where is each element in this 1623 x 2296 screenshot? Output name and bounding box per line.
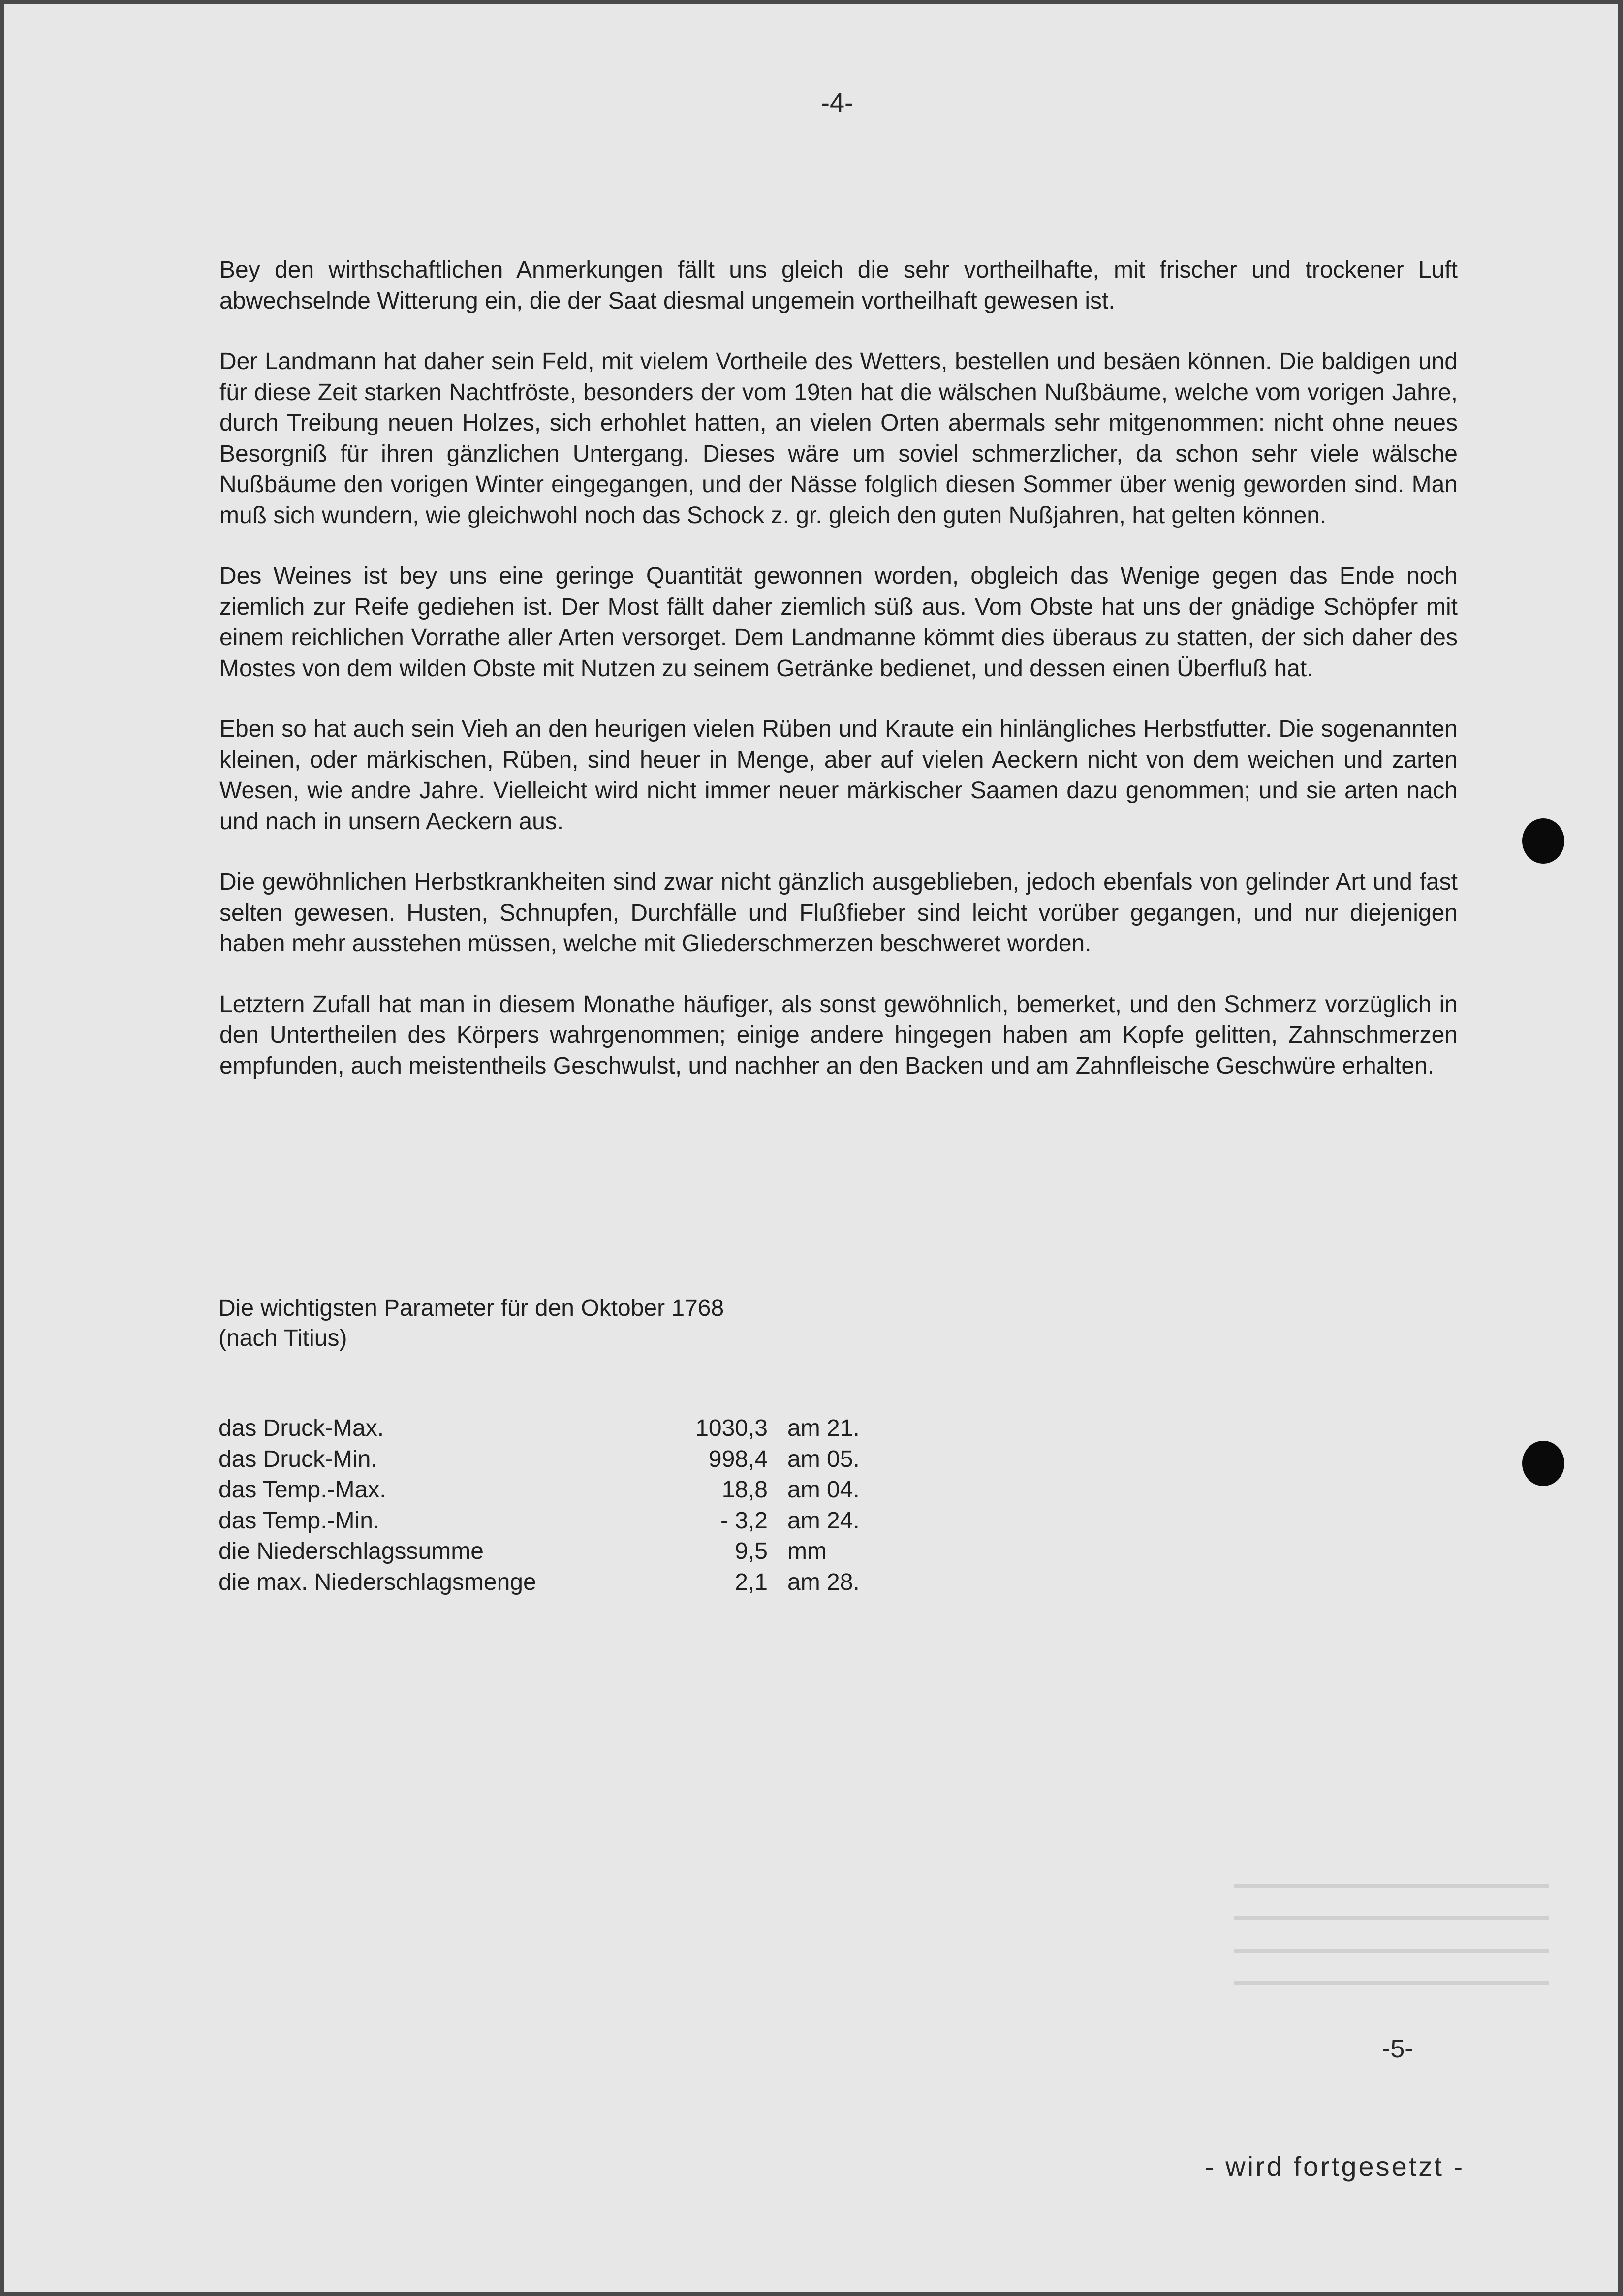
parameter-label: die max. Niederschlagsmenge: [218, 1569, 536, 1595]
continued-note: - wird fortgesetzt -: [1205, 2151, 1465, 2182]
parameters-title: Die wichtigsten Parameter für den Oktober 1768: [218, 1295, 724, 1321]
parameter-value: 2,1: [735, 1569, 768, 1595]
paragraph-1: Bey den wirthschaftlichen Anmerkungen fällt uns gleich die sehr vortheilhafte, mit frischer und trockener Luft abwechselnde Witterung ein, die der Saat diesmal ungemein vortheilhaft gewesen ist.: [219, 257, 1458, 314]
parameter-date: mm: [787, 1538, 827, 1564]
parameter-date: am 24.: [787, 1507, 860, 1534]
parameter-label: die Niederschlagssumme: [218, 1538, 484, 1564]
body-text: [219, 255, 1458, 1112]
parameter-label: das Druck-Min.: [218, 1446, 377, 1472]
parameter-row: [218, 1506, 860, 1537]
parameter-value: 998,4: [708, 1446, 768, 1472]
page-number: -4-: [821, 88, 853, 118]
parameters-table: [218, 1413, 860, 1598]
parameter-date: am 05.: [787, 1446, 860, 1472]
paragraph-5: Die gewöhnlichen Herbstkrankheiten sind zwar nicht gänzlich ausgeblieben, jedoch ebenfals von gelinder Art und fast selten gewesen. Husten, Schnupfen, Durchfälle und Flußfieber sind leicht vorüber gegangen, und nur diejenigen haben mehr ausstehen müssen, welche mit Gliederschmerzen beschweret worden.: [219, 869, 1458, 957]
parameter-date: am 21.: [787, 1415, 860, 1441]
paragraph-3: Des Weines ist bey uns eine geringe Quantität gewonnen worden, obgleich das Wenige gegen das Ende noch ziemlich zur Reife gediehen ist. Der Most fällt daher ziemlich süß aus. Vom Obste hat uns der gnädige Schöpfer mit einem reichlichen Vorrathe aller Arten versorget. Dem Landmanne kömmt dies überaus zu statten, der sich daher des Mostes von dem wilden Obste mit Nutzen zu seinem Getränke bedienet, und dessen einen Überfluß hat.: [219, 563, 1458, 682]
document-page: [4, 4, 1618, 2292]
parameters-block: [218, 1293, 860, 1598]
parameter-date: am 28.: [787, 1569, 860, 1595]
parameter-label: das Temp.-Min.: [218, 1507, 380, 1534]
parameter-value: - 3,2: [720, 1507, 768, 1534]
parameters-source: (nach Titius): [218, 1325, 347, 1351]
parameter-row: [218, 1536, 827, 1567]
parameter-value: 1030,3: [695, 1415, 768, 1441]
next-page-number: -5-: [1382, 2035, 1413, 2063]
bleed-through-shadow: [1234, 1884, 1549, 2031]
parameter-row: [218, 1567, 860, 1598]
parameter-value: 18,8: [721, 1477, 768, 1503]
parameter-row: [218, 1444, 860, 1475]
punch-hole-lower: [1522, 1441, 1564, 1486]
parameter-label: das Temp.-Max.: [218, 1477, 386, 1503]
paragraph-2: Der Landmann hat daher sein Feld, mit vielem Vortheile des Wetters, bestellen und besäen können. Die baldigen und für diese Zeit starken Nachtfröste, besonders der vom 19ten hat die wälschen Nußbäume, welche vom vorigen Jahre, durch Treibung neuen Holzes, sich erhohlet hatten, an vielen Orten abermals sehr mitgenommen: nicht ohne neues Besorgniß für ihren gänzlichen Untergang. Dieses wäre um soviel schmerzlicher, da schon sehr viele wälsche Nußbäume den vorigen Winter eingegangen, und der Nässe folglich diesen Sommer über wenig geworden sind. Man muß sich wundern, wie gleichwohl noch das Schock z. gr. gleich den guten Nußjahren, hat gelten können.: [219, 348, 1458, 528]
paragraph-6: Letztern Zufall hat man in diesem Monathe häufiger, als sonst gewöhnlich, bemerket, und den Schmerz vorzüglich in den Untertheilen des Körpers wahrgenommen; einige andere hingegen haben am Kopfe gelitten, Zahnschmerzen empfunden, auch meistentheils Geschwulst, und nachher an den Backen und am Zahnfleische Geschwüre erhalten.: [219, 991, 1458, 1079]
punch-hole-upper: [1522, 818, 1564, 864]
parameter-date: am 04.: [787, 1477, 860, 1503]
parameter-label: das Druck-Max.: [218, 1415, 384, 1441]
parameter-value: 9,5: [735, 1538, 768, 1564]
paragraph-4: Eben so hat auch sein Vieh an den heurigen vielen Rüben und Kraute ein hinlängliches Herbstfutter. Die sogenannten kleinen, oder märkischen, Rüben, sind heuer in Menge, aber auf vielen Aeckern nicht von dem weichen und zarten Wesen, wie andre Jahre. Vielleicht wird nicht immer neuer märkischer Saamen dazu genommen; und sie arten nach und nach in unsern Aeckern aus.: [219, 716, 1458, 835]
parameter-row: [218, 1413, 860, 1444]
parameter-row: [218, 1475, 860, 1506]
